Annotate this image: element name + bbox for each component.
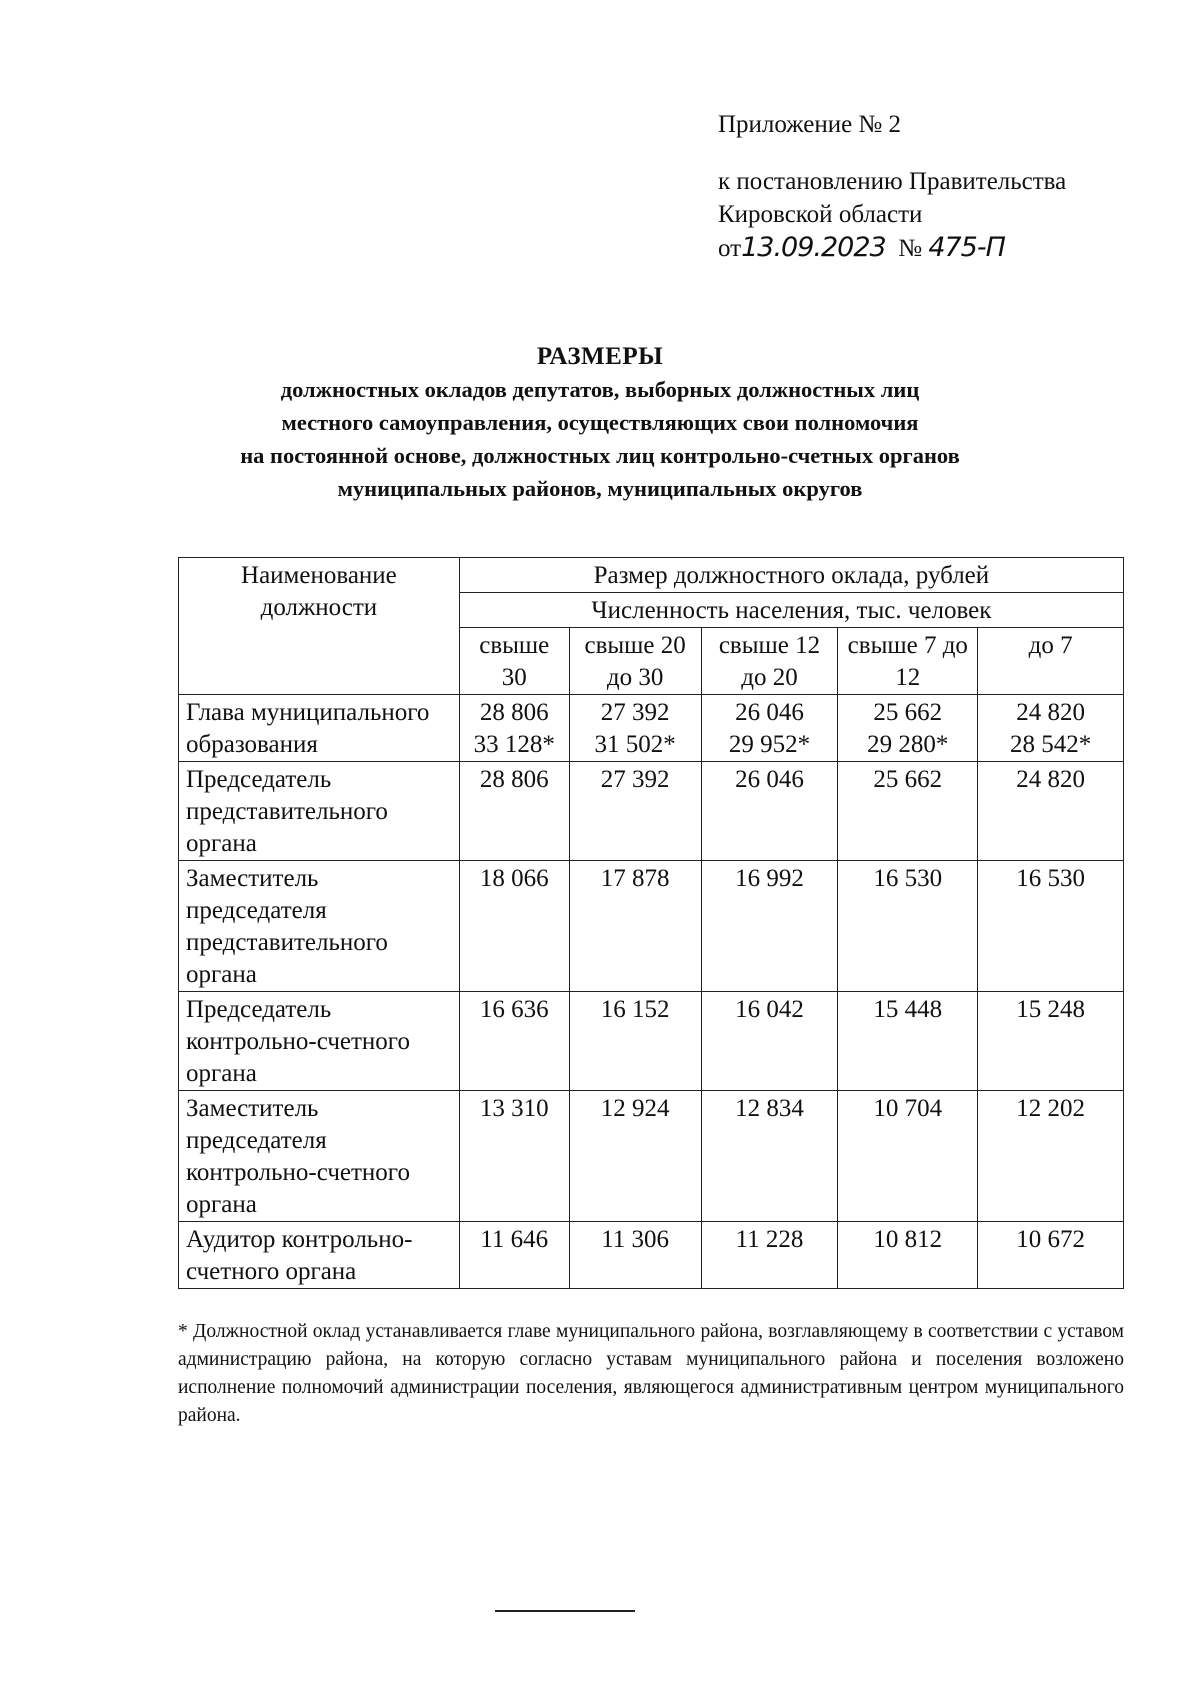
table-row [179,861,1124,992]
appendix-title: Приложение № 2 [718,111,902,138]
footnote: * Должностной оклад устанавливается главе муниципального района, возглавляющему в соответствии с уставом администрацию района, на которую согласно уставам муниципального района и поселения возложено исполнение полномочий администрации поселения, являющегося административным центром муниципального района. [178,1321,1124,1426]
handwritten-date: 13.09.2023 [741,232,886,263]
salary-cell: 27 392 [569,762,701,861]
salary-cell: 10 672 [978,1222,1124,1289]
title-line: на постоянной основе, должностных лиц контрольно-счетных органов [240,443,960,468]
position-name: Председатель контрольно-счетного органа [179,992,460,1091]
salary-cell: 16 992 [701,861,838,992]
header-population: Численность населения, тыс. человек [459,593,1123,628]
salary-cell: 15 448 [838,992,978,1091]
appendix-date-line [718,231,1066,265]
appendix-region-line: Кировской области [718,201,923,228]
salary-cell: 24 820 28 542* [978,695,1124,762]
salary-cell: 10 704 [838,1091,978,1222]
header-salary: Размер должностного оклада, рублей [459,558,1123,593]
salary-cell: 15 248 [978,992,1124,1091]
salary-cell: 24 820 [978,762,1124,861]
table-row [179,1091,1124,1222]
salary-cell: 16 042 [701,992,838,1091]
salary-cell: 10 812 [838,1222,978,1289]
salary-cell: 18 066 [459,861,569,992]
appendix-resolution-line: к постановлению Правительства [718,168,1067,195]
salary-cell: 26 046 [701,762,838,861]
salary-cell: 16 152 [569,992,701,1091]
salary-cell: 28 806 [459,762,569,861]
column-header: свыше 30 [459,628,569,695]
handwritten-number: 475-П [928,232,1005,263]
appendix-block [718,108,1066,265]
position-name: Аудитор контрольно-счетного органа [179,1222,460,1289]
date-prefix: от [718,235,742,262]
column-header: до 7 [978,628,1124,695]
document-title [150,340,1050,505]
salary-cell: 12 924 [569,1091,701,1222]
salary-cell: 17 878 [569,861,701,992]
salary-cell: 11 646 [459,1222,569,1289]
end-rule [495,1610,635,1612]
column-header: свыше 7 до 12 [838,628,978,695]
salary-cell: 26 046 29 952* [701,695,838,762]
table-row [179,762,1124,861]
title-line: муниципальных районов, муниципальных округов [337,476,863,501]
salary-cell: 13 310 [459,1091,569,1222]
salary-cell: 12 202 [978,1091,1124,1222]
salary-cell: 25 662 [838,762,978,861]
header-position: Наименование должности [179,558,460,695]
column-header: свыше 20 до 30 [569,628,701,695]
salary-cell: 16 530 [838,861,978,992]
salary-cell: 11 228 [701,1222,838,1289]
table-row [179,695,1124,762]
title-line: местного самоуправления, осуществляющих свои полномочия [281,410,919,435]
position-name: Заместитель председателя контрольно-счетного органа [179,1091,460,1222]
table-row [179,992,1124,1091]
number-prefix: № [898,235,923,262]
salary-cell: 12 834 [701,1091,838,1222]
salary-cell: 25 662 29 280* [838,695,978,762]
position-name: Председатель представительного органа [179,762,460,861]
salary-cell: 11 306 [569,1222,701,1289]
salary-table [178,557,1124,1289]
position-name: Глава муниципального образования [179,695,460,762]
salary-cell: 16 636 [459,992,569,1091]
salary-cell: 27 392 31 502* [569,695,701,762]
column-header: свыше 12 до 20 [701,628,838,695]
position-name: Заместитель председателя представительного органа [179,861,460,992]
title-line: должностных окладов депутатов, выборных должностных лиц [280,377,920,402]
table-row [179,1222,1124,1289]
salary-cell: 28 806 33 128* [459,695,569,762]
salary-cell: 16 530 [978,861,1124,992]
title-main: РАЗМЕРЫ [536,343,664,370]
